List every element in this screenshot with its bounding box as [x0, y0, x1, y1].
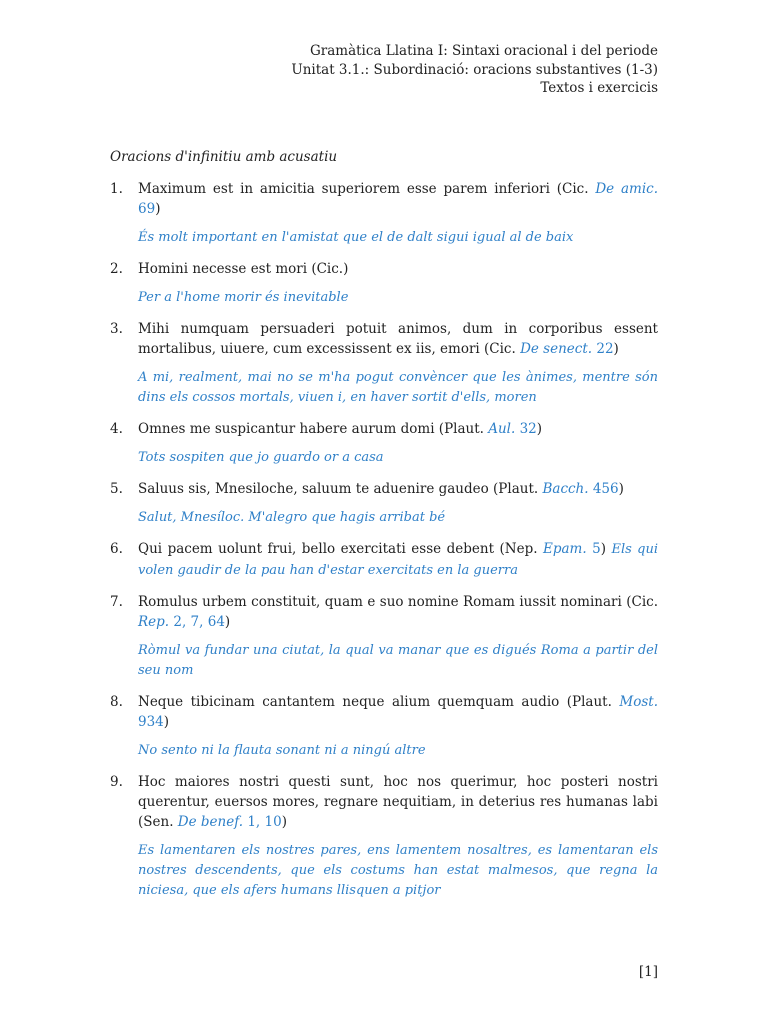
exercise-item — [110, 592, 658, 681]
closing-paren: ) — [618, 481, 624, 497]
exercise-item — [110, 319, 658, 408]
catalan-translation: Es lamentaren els nostres pares, ens lamentem nosaltres, es lamentaran els nostres descendents, que els costums han estat malmesos, que regna la niciesa, que els afers humans llisquen a pitjor — [138, 843, 658, 898]
source-reference: De amic. — [595, 181, 659, 197]
closing-paren: ) — [600, 541, 612, 557]
latin-sentence — [138, 692, 658, 732]
latin-text: Homini necesse est mori (Cic.) — [138, 261, 349, 277]
catalan-translation: A mi, realment, mai no se m'ha pogut convèncer que les ànimes, mentre són dins els cossos mortals, viuen i, en haver sortit d'ells, moren — [138, 370, 658, 405]
exercise-number: 7. — [110, 594, 123, 610]
latin-sentence — [138, 259, 658, 279]
catalan-translation: És molt important en l'amistat que el de dalt sigui igual al de baix — [138, 230, 574, 245]
latin-sentence — [138, 319, 658, 359]
latin-sentence — [138, 772, 658, 832]
catalan-translation: Per a l'home morir és inevitable — [138, 290, 349, 305]
page-number: [1] — [638, 964, 658, 980]
latin-text: Maximum est in amicitia superiorem esse parem inferiori (Cic. — [138, 181, 596, 197]
catalan-translation: Ròmul va fundar una ciutat, la qual va manar que es digués Roma a partir del seu nom — [138, 643, 658, 678]
source-reference-number: 32 — [515, 421, 537, 437]
exercise-number: 9. — [110, 774, 123, 790]
source-reference-number: 934 — [138, 714, 164, 730]
source-reference: Most. — [619, 694, 658, 710]
closing-paren: ) — [224, 614, 231, 630]
latin-sentence — [138, 479, 658, 499]
source-reference-number: 456 — [588, 481, 619, 497]
source-reference: Rep. — [138, 614, 170, 630]
exercise-number: 3. — [110, 321, 123, 337]
closing-paren: ) — [613, 341, 619, 357]
exercise-item — [110, 479, 658, 528]
source-reference: De senect. — [520, 341, 593, 357]
catalan-translation: Tots sospiten que jo guardo or a casa — [138, 450, 384, 465]
closing-paren: ) — [163, 714, 170, 730]
latin-text: Saluus sis, Mnesiloche, saluum te aduenire gaudeo (Plaut. — [138, 481, 543, 497]
course-title: Gramàtica Llatina I: Sintaxi oracional i del periode — [309, 43, 658, 59]
catalan-translation: Salut, Mnesíloc. M'alegro que hagis arribat bé — [138, 510, 446, 525]
latin-sentence — [138, 539, 658, 581]
exercise-number: 5. — [110, 481, 123, 497]
exercise-list — [110, 179, 658, 912]
latin-sentence — [138, 419, 658, 439]
latin-sentence — [138, 592, 658, 632]
source-reference-number: 5 — [586, 541, 601, 557]
exercise-item — [110, 772, 658, 901]
source-reference: De benef. — [177, 814, 244, 830]
latin-text: Qui pacem uolunt frui, bello exercitati esse debent (Nep. — [138, 541, 543, 557]
source-reference: Bacch. — [542, 481, 589, 497]
exercise-number: 1. — [110, 181, 123, 197]
latin-text: Hoc maiores nostri questi sunt, hoc nos querimur, hoc posteri nostri querentur, euersos mores, regnare nequitiam, in deterius res humanas labi (Sen. — [138, 774, 658, 830]
doc-subtitle: Textos i exercicis — [540, 80, 658, 96]
closing-paren: ) — [155, 201, 161, 217]
exercise-item — [110, 692, 658, 761]
catalan-translation: No sento ni la flauta sonant ni a ningú altre — [138, 743, 426, 758]
latin-text: Neque tibicinam cantantem neque alium quemquam audio (Plaut. — [138, 694, 620, 710]
exercise-number: 6. — [110, 541, 123, 557]
latin-sentence — [138, 179, 658, 219]
section-title: Oracions d'infinitiu amb acusatiu — [110, 149, 338, 165]
source-reference-number: 2, 7, 64 — [169, 614, 225, 630]
source-reference-number: 69 — [138, 201, 156, 217]
exercise-item — [110, 419, 658, 468]
closing-paren: ) — [281, 814, 287, 830]
source-reference: Aul. — [488, 421, 516, 437]
latin-text: Romulus urbem constituit, quam e suo nomine Romam iussit nominari (Cic. — [138, 594, 658, 610]
exercise-number: 4. — [110, 421, 123, 437]
unit-title: Unitat 3.1.: Subordinació: oracions substantives (1-3) — [291, 61, 658, 78]
document-header — [291, 42, 658, 98]
exercise-item — [110, 179, 658, 248]
source-reference: Epam. — [543, 541, 587, 557]
exercise-item — [110, 259, 658, 308]
catalan-translation: Els qui volen gaudir de la pau han d'estar exercitats en la guerra — [138, 542, 659, 578]
latin-text: Mihi numquam persuaderi potuit animos, dum in corporibus essent mortalibus, uiuere, cum excessissent ex iis, emori (Cic. — [138, 321, 658, 357]
exercise-number: 2. — [110, 261, 123, 277]
exercise-number: 8. — [110, 694, 123, 710]
source-reference-number: 22 — [592, 341, 614, 357]
exercise-item — [110, 539, 658, 581]
latin-text: Omnes me suspicantur habere aurum domi (Plaut. — [138, 421, 489, 437]
closing-paren: ) — [536, 421, 543, 437]
source-reference-number: 1, 10 — [243, 814, 282, 830]
